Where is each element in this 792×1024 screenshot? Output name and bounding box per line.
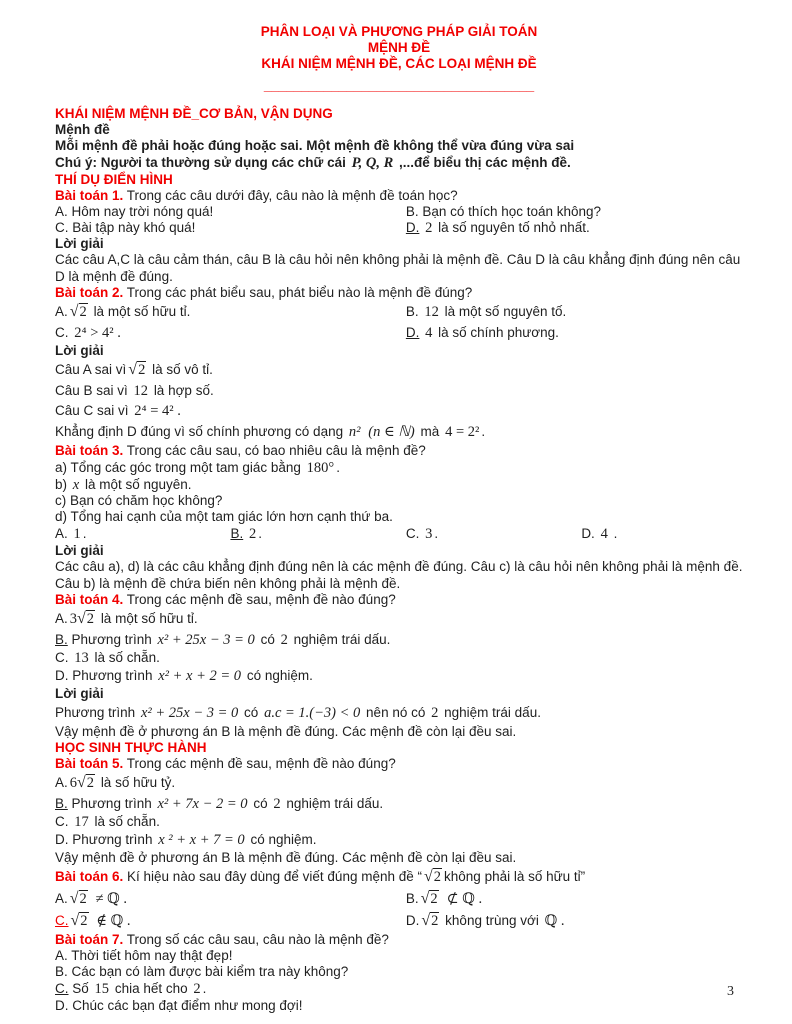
option-d <box>406 910 743 932</box>
option-c <box>55 323 406 343</box>
option-d-number: 4 <box>425 325 433 341</box>
radicand: 2 <box>431 913 439 929</box>
sqrt-expression <box>128 362 146 378</box>
radicand: 2 <box>430 891 438 907</box>
option-c-end: . <box>434 526 439 541</box>
option-b-number: 2 <box>280 632 288 648</box>
solution-d-math-4: 4 = 2² <box>445 424 480 440</box>
option-b-math: x² + 25x − 3 = 0 <box>157 632 255 648</box>
option-d <box>581 525 743 543</box>
radicand: 2 <box>79 891 87 907</box>
problem-4-conclusion: Vậy mệnh đề ở phương án B là mệnh đề đúng. Các mệnh đề còn lại đều sai. <box>55 724 517 739</box>
problem-7-option-a: A. Thời tiết hôm nay thật đẹp! <box>55 948 233 963</box>
doc-title-block <box>55 24 743 72</box>
solution-c-math: 2⁴ = 4² . <box>134 403 181 419</box>
note-post: ,...để biểu thị các mệnh đề. <box>399 155 571 170</box>
coefficient: 3 <box>69 611 78 627</box>
option-b-label: B. <box>405 204 419 219</box>
item-b-pre: b) <box>55 477 68 492</box>
option-c-mid: chia hết cho <box>114 981 188 996</box>
option-d-label: D. <box>405 220 420 235</box>
option-c-label: C. <box>55 650 69 665</box>
option-b-post: nghiệm trái dấu. <box>286 796 384 811</box>
option-d-pre: Phương trình <box>72 832 153 847</box>
document-page <box>55 24 743 1014</box>
problem-2-options-row-1 <box>55 301 743 323</box>
menh-de-subheading: Mệnh đề <box>55 122 110 137</box>
doc-title-line1: PHÂN LOẠI VÀ PHƯƠNG PHÁP GIẢI TOÁN <box>260 24 538 39</box>
problem-7-option-b: B. Các bạn có làm được bài kiểm tra này không? <box>55 964 349 979</box>
solution-d-end: . <box>481 424 486 439</box>
option-d-label: D. <box>55 668 69 683</box>
problem-3-item-d: d) Tổng hai cạnh của một tam giác lớn hơn cạnh thứ ba. <box>55 509 393 524</box>
option-c-end: . <box>202 981 207 996</box>
option-c <box>406 525 581 543</box>
option-a-text: là một số hữu tỉ. <box>93 304 191 319</box>
solution-mid2: nên nó có <box>366 705 426 720</box>
option-c-label: C. <box>55 220 69 235</box>
option-b-mid: có <box>253 796 268 811</box>
option-d-label: D. <box>55 832 69 847</box>
option-d-math: x ² + x + 7 = 0 <box>158 832 245 848</box>
option-b-text: là một số nguyên tố. <box>444 304 567 319</box>
solution-b-post: là hợp số. <box>153 383 214 398</box>
option-b-label: B. <box>55 632 68 647</box>
problem-1-header <box>55 188 743 204</box>
option-d-post: có nghiệm. <box>250 832 317 847</box>
problem-6-header <box>55 866 743 888</box>
option-a <box>55 888 406 910</box>
problem-4-question: Trong các mệnh đề sau, mệnh đề nào đúng? <box>126 592 396 607</box>
option-d-number: 4 <box>600 526 608 542</box>
problem-7-question: Trong số các câu sau, câu nào là mệnh đề? <box>126 932 389 947</box>
problem-2-question: Trong các phát biểu sau, phát biểu nào là mệnh đề đúng? <box>126 285 473 300</box>
problem-5-option-a <box>55 772 743 794</box>
solution-c-pre: Câu C sai vì <box>55 403 129 418</box>
radical-icon: √ <box>77 610 86 627</box>
option-d-label: D. <box>405 325 420 340</box>
problem-3-options-row <box>55 525 743 543</box>
option-b-math: x² + 7x − 2 = 0 <box>157 796 248 812</box>
radicand: 2 <box>86 611 95 627</box>
solution-b-number: 12 <box>133 383 149 399</box>
option-b-math: ⊄ ℚ . <box>446 891 483 907</box>
option-d-label: D. <box>581 526 595 541</box>
option-c-label: C. <box>405 526 420 541</box>
problem-7-option-d: D. Chúc các bạn đạt điểm như mong đợi! <box>55 998 303 1013</box>
problem-6-question-post: không phải là số hữu tỉ” <box>444 869 586 884</box>
option-c-pre: Số <box>72 981 89 996</box>
option-a-math: ≠ ℚ . <box>95 891 128 907</box>
problem-3-question: Trong các câu sau, có bao nhiêu câu là mệnh đề? <box>126 443 426 458</box>
radical-icon: √ <box>421 912 431 929</box>
problem-2-header <box>55 285 743 301</box>
option-c-math: 2⁴ > 4² . <box>74 325 121 341</box>
solution-d-math-n2: n² <box>348 424 361 440</box>
option-a <box>55 204 406 220</box>
option-a-label: A. <box>55 775 68 790</box>
note-pre: Người ta thường sử dụng các chữ cái <box>100 155 346 170</box>
solution-a-pre: Câu A sai vì <box>55 362 127 377</box>
option-d-label: D. <box>405 913 420 928</box>
definition-line: Mỗi mệnh đề phải hoặc đúng hoặc sai. Một mệnh đề không thể vừa đúng vừa sai <box>55 138 575 153</box>
option-a <box>55 301 406 323</box>
option-d-number: 2 <box>425 220 433 236</box>
problem-7-option-c-answer <box>55 980 743 998</box>
note-line <box>55 154 743 172</box>
sqrt-expression <box>424 869 442 885</box>
problem-5-header <box>55 756 743 772</box>
option-c-text: là số chẵn. <box>94 814 160 829</box>
option-b-label: B. <box>405 304 419 319</box>
option-b-mid: có <box>260 632 275 647</box>
option-b <box>406 888 743 910</box>
doc-title-line3: KHÁI NIỆM MỆNH ĐỀ, CÁC LOẠI MỆNH ĐỀ <box>261 56 537 71</box>
sqrt-expression <box>70 304 88 320</box>
option-d-math: x² + x + 2 = 0 <box>158 668 242 684</box>
option-c-number2: 2 <box>193 981 201 997</box>
radicand: 2 <box>138 362 146 378</box>
option-a <box>55 525 230 543</box>
problem-4-option-d <box>55 666 743 686</box>
problem-4-header <box>55 592 743 608</box>
problem-3-header <box>55 443 743 459</box>
option-b-end: . <box>258 526 262 541</box>
solution-heading: Lời giải <box>55 543 104 558</box>
solution-math-equation: x² + 25x − 3 = 0 <box>140 705 239 721</box>
solution-heading: Lời giải <box>55 343 104 358</box>
problem-1-options-row-2 <box>55 220 743 236</box>
problem-2-label: Bài toán 2. <box>55 285 124 300</box>
solution-a-post: là số vô tỉ. <box>152 362 213 377</box>
option-c-number: 15 <box>94 981 110 997</box>
option-c-answer <box>55 910 406 932</box>
problem-6-options-row-2 <box>55 910 743 932</box>
note-math: P, Q, R <box>351 155 394 171</box>
option-b-number: 12 <box>424 304 439 320</box>
radicand: 2 <box>79 304 87 320</box>
problem-1-question: Trong các câu dưới đây, câu nào là mệnh đề toán học? <box>126 188 458 203</box>
option-c-text: Bài tập này khó quá! <box>72 220 196 235</box>
option-b-post: nghiệm trái dấu. <box>293 632 391 647</box>
item-a-end: . <box>336 460 340 475</box>
sqrt-expression <box>70 775 95 791</box>
problem-4-option-c <box>55 650 743 666</box>
option-c-text: là số chẵn. <box>94 650 160 665</box>
option-d-text: không trùng với <box>445 913 539 928</box>
option-d-text: là số chính phương. <box>438 325 559 340</box>
option-c-number: 3 <box>425 526 433 542</box>
option-b-answer <box>230 525 405 543</box>
option-c-label: C. <box>55 814 69 829</box>
solution-d-mid: mà <box>420 424 440 439</box>
option-c-label: C. <box>55 325 69 340</box>
radical-icon: √ <box>70 912 80 929</box>
radicand: 2 <box>433 869 442 885</box>
radical-icon: √ <box>77 774 86 791</box>
solution-b-pre: Câu B sai vì <box>55 383 128 398</box>
option-b <box>406 301 743 323</box>
option-a-label: A. <box>55 304 68 319</box>
solution-d-pre: Khẳng định D đúng vì số chính phương có dạng <box>55 424 344 439</box>
solution-heading: Lời giải <box>55 236 104 251</box>
option-d-end: . <box>613 526 618 541</box>
problem-3-solution: Các câu a), d) là các câu khẳng định đúng nên là các mệnh đề đúng. Câu c) là câu hỏi nên không phải là mệnh đề. Câu b) là mệnh đề chứa biến nên không phải là mệnh đề. <box>55 559 743 591</box>
option-a-end: . <box>82 526 87 541</box>
problem-5-option-c <box>55 814 743 830</box>
problem-1-options-row-1 <box>55 204 743 220</box>
item-b-post: là một số nguyên. <box>84 477 192 492</box>
note-label: Chú ý: <box>55 155 97 170</box>
section-heading-concept: KHÁI NIỆM MỆNH ĐỀ_CƠ BẢN, VẬN DỤNG <box>55 106 333 121</box>
problem-5-label: Bài toán 5. <box>55 756 124 771</box>
problem-5-conclusion: Vậy mệnh đề ở phương án B là mệnh đề đúng. Các mệnh đề còn lại đều sai. <box>55 850 517 865</box>
problem-2-solution-a <box>55 359 743 381</box>
problem-2-options-row-2 <box>55 323 743 343</box>
radical-icon: √ <box>424 868 433 885</box>
option-a-label: A. <box>55 611 68 626</box>
problem-2-solution-d <box>55 421 743 443</box>
solution-post: nghiệm trái dấu. <box>444 705 541 720</box>
option-d-math: ℚ . <box>544 913 565 929</box>
problem-7-header <box>55 932 743 948</box>
option-a-label: A. <box>55 891 68 906</box>
problem-7-label: Bài toán 7. <box>55 932 124 947</box>
option-a-number: 1 <box>73 526 81 542</box>
solution-mid1: có <box>244 705 259 720</box>
option-c-label: C. <box>55 913 69 928</box>
problem-2-solution-c <box>55 401 743 421</box>
option-b-pre: Phương trình <box>71 796 152 811</box>
item-b-math: x <box>72 477 80 493</box>
option-a-text: Hôm nay trời nóng quá! <box>71 204 214 219</box>
option-d-answer <box>406 220 743 236</box>
option-b <box>406 204 743 220</box>
option-c-label: C. <box>55 981 69 996</box>
option-c <box>55 220 406 236</box>
problem-2-solution-b <box>55 381 743 401</box>
option-b-number: 2 <box>273 796 281 812</box>
page-number: 3 <box>727 984 734 999</box>
solution-d-math-n-in-N: (n ∈ ℕ) <box>368 424 415 440</box>
problem-6-question-pre: Kí hiệu nào sau đây dùng để viết đúng mệnh đề “ <box>127 869 422 884</box>
radicand: 2 <box>80 913 88 929</box>
problem-5-option-b-answer <box>55 794 743 814</box>
option-b-label: B. <box>55 796 68 811</box>
sqrt-expression <box>421 891 439 907</box>
sqrt-expression <box>71 913 89 929</box>
option-a-text: là số hữu tỷ. <box>100 775 176 790</box>
option-b-label: B. <box>230 526 244 541</box>
sqrt-expression <box>70 891 88 907</box>
option-c-number: 13 <box>74 650 89 666</box>
solution-math-ac: a.c = 1.(−3) < 0 <box>264 705 361 721</box>
coefficient: 6 <box>69 775 78 791</box>
problem-1-solution: Các câu A,C là câu cảm thán, câu B là câu hỏi nên không phải là mệnh đề. Câu D là câu khẳng định đúng nên câu D là mệnh đề đúng. <box>55 252 741 284</box>
radical-icon: √ <box>420 890 430 907</box>
option-b-number: 2 <box>248 526 257 542</box>
problem-6-options-row-1 <box>55 888 743 910</box>
option-b-text: Bạn có thích học toán không? <box>422 204 602 219</box>
option-d-post: có nghiệm. <box>246 668 313 683</box>
title-divider: ____________________________________ <box>263 78 535 93</box>
problem-6-label: Bài toán 6. <box>55 869 124 884</box>
problem-4-solution <box>55 702 743 724</box>
problem-3-item-b <box>55 477 743 493</box>
problem-1-label: Bài toán 1. <box>55 188 124 203</box>
doc-title-line2: MỆNH ĐỀ <box>367 40 431 55</box>
radicand: 2 <box>86 775 95 791</box>
problem-4-label: Bài toán 4. <box>55 592 124 607</box>
option-d-pre: Phương trình <box>72 668 153 683</box>
problem-3-item-c: c) Bạn có chăm học không? <box>55 493 223 508</box>
solution-heading: Lời giải <box>55 686 104 701</box>
radical-icon: √ <box>69 890 79 907</box>
option-a-label: A. <box>55 204 68 219</box>
option-b-label: B. <box>405 891 419 906</box>
item-a-math: 180° <box>306 460 335 476</box>
option-c-math: ∉ ℚ . <box>96 913 131 929</box>
problem-3-item-a <box>55 459 743 477</box>
radical-icon: √ <box>128 361 138 378</box>
solution-pre: Phương trình <box>55 705 136 720</box>
sqrt-expression <box>70 611 95 627</box>
option-a-label: A. <box>55 526 68 541</box>
option-b-pre: Phương trình <box>71 632 152 647</box>
problem-4-option-a <box>55 608 743 630</box>
option-c-number: 17 <box>74 814 89 830</box>
option-a-text: là một số hữu tỉ. <box>100 611 198 626</box>
radical-icon: √ <box>69 303 79 320</box>
solution-number: 2 <box>431 705 439 721</box>
section-heading-practice: HỌC SINH THỰC HÀNH <box>55 740 207 755</box>
option-d-text: là số nguyên tố nhỏ nhất. <box>438 220 590 235</box>
option-d-answer <box>406 323 743 343</box>
sqrt-expression <box>421 913 439 929</box>
problem-3-label: Bài toán 3. <box>55 443 124 458</box>
item-a-pre: a) Tổng các góc trong một tam giác bằng <box>55 460 301 475</box>
problem-5-option-d <box>55 830 743 850</box>
section-heading-examples: THÍ DỤ ĐIỂN HÌNH <box>55 172 173 187</box>
problem-5-question: Trong các mệnh đề sau, mệnh đề nào đúng? <box>126 756 396 771</box>
problem-4-option-b-answer <box>55 630 743 650</box>
